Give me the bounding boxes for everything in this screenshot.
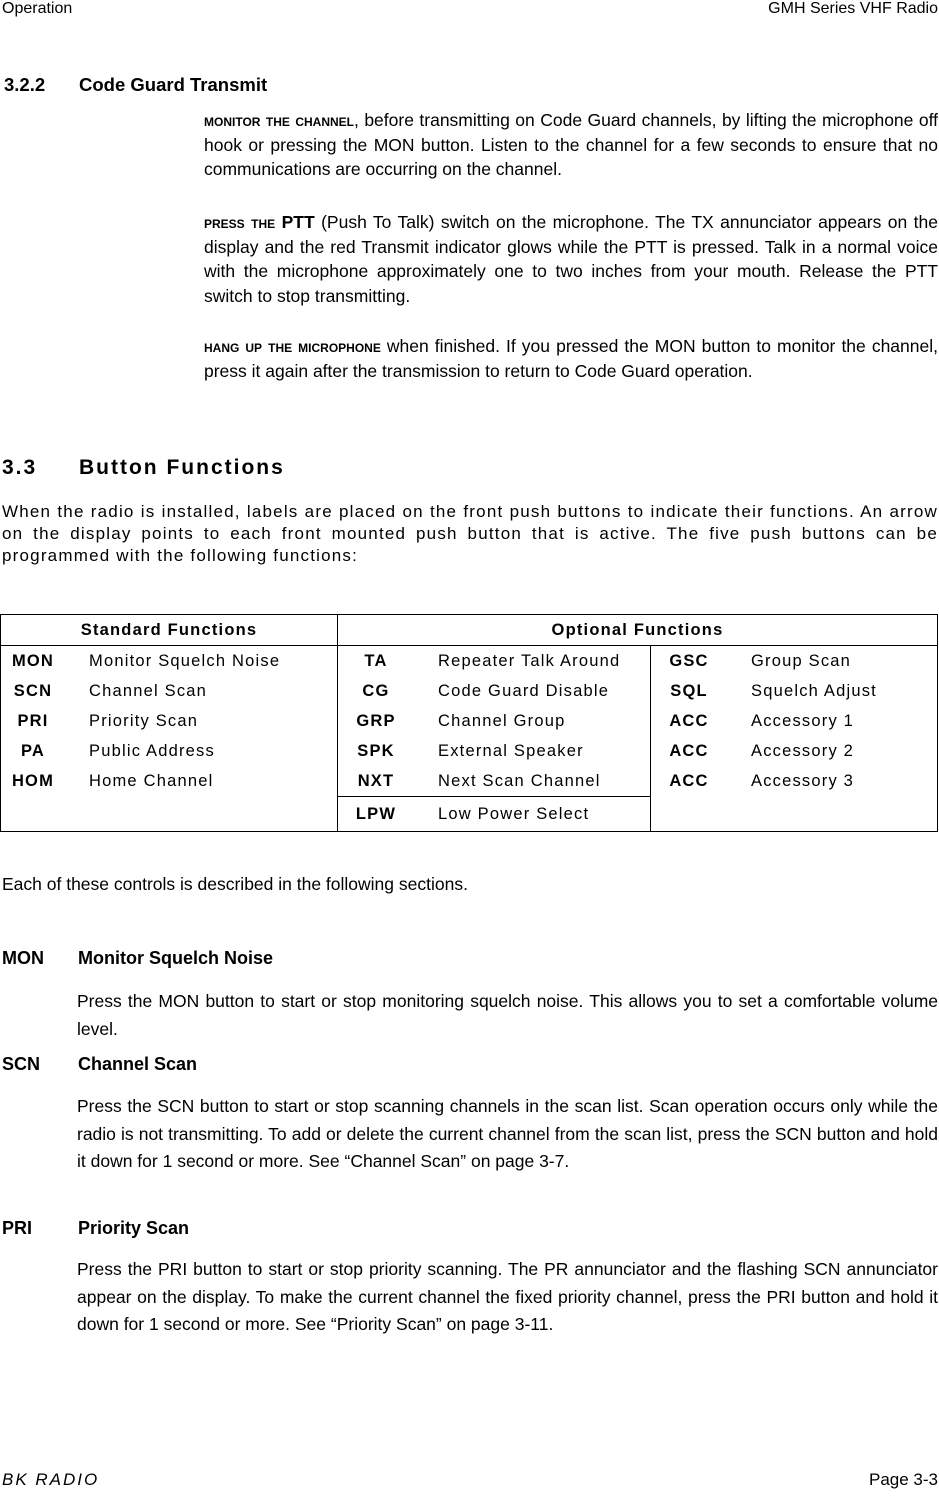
definition-heading-mon (2, 948, 273, 969)
paragraph-monitor (204, 108, 938, 182)
footer-page-number: Page 3-3 (869, 1470, 938, 1489)
lead-text: hang up the microphone (204, 336, 381, 356)
section-title: Code Guard Transmit (79, 74, 268, 95)
desc-cell: Code Guard Disable (438, 681, 610, 700)
header-standard-functions: Standard Functions (1, 615, 338, 646)
paragraph-press-ptt (204, 210, 938, 308)
code-cell: PRI (17, 711, 49, 730)
section-heading-322 (4, 74, 267, 96)
definition-key: SCN (2, 1054, 41, 1074)
desc-cell: Accessory 2 (751, 741, 855, 760)
paragraph-text: , before transmitting on Code Guard channels, by lifting the microphone off hook or pressing the MON button. Listen to the channel for a few seconds to ensure that no communications are occurring on the channel. (204, 110, 938, 179)
desc-cell: Priority Scan (89, 711, 199, 730)
table-row (1, 766, 938, 797)
definition-title: Monitor Squelch Noise (78, 948, 274, 968)
desc-cell: External Speaker (438, 741, 584, 760)
desc-cell: Repeater Talk Around (438, 651, 621, 670)
code-cell: ACC (651, 706, 728, 736)
table-header-row (1, 615, 938, 646)
table-row (1, 797, 938, 832)
definition-title: Priority Scan (78, 1218, 190, 1238)
lead-text: monitor the channel (204, 110, 355, 130)
code-cell: SPK (338, 736, 415, 766)
desc-cell: Home Channel (89, 771, 214, 790)
desc-cell: Channel Group (438, 711, 566, 730)
table-row (1, 676, 938, 706)
desc-cell: Low Power Select (414, 797, 651, 832)
code-cell: MON (11, 651, 55, 670)
code-cell: GRP (338, 706, 415, 736)
definition-key: MON (2, 948, 44, 968)
code-cell (651, 797, 728, 832)
footer-brand: BK RADIO (2, 1470, 100, 1489)
code-cell (1, 797, 66, 832)
paragraph-text: (Push To Talk) switch on the microphone. The TX annunciator appears on the display and the red Transmit indicator glows while the PTT is pressed. Talk in a normal voice with the microphone approximately one to two inches from your mouth. Release the PTT switch to stop transmitting. (204, 212, 938, 306)
code-cell: NXT (338, 766, 415, 797)
desc-cell: Channel Scan (89, 681, 208, 700)
code-cell: SQL (651, 676, 728, 706)
definition-title: Channel Scan (78, 1054, 198, 1074)
desc-cell: Accessory 1 (751, 711, 855, 730)
definition-heading-pri (2, 1218, 189, 1239)
definition-key: PRI (2, 1218, 33, 1238)
lead-text: press the (204, 212, 276, 232)
desc-cell (727, 797, 938, 832)
code-cell: LPW (338, 797, 415, 832)
table-row (1, 646, 938, 677)
desc-cell: Monitor Squelch Noise (89, 651, 281, 670)
desc-cell: Next Scan Channel (438, 771, 601, 790)
paragraph-hang-up (204, 334, 938, 383)
section-number: 3.3 (2, 456, 38, 479)
desc-cell: Accessory 3 (751, 771, 855, 790)
code-cell: ACC (651, 736, 728, 766)
definition-body-scn: Press the SCN button to start or stop scanning channels in the scan list. Scan operation occurs only while the radio is not transmitting. To add or delete the current channel from the scan list, press the SCN button and hold it down for 1 second or more. See “Channel Scan” on page 3-7. (77, 1096, 938, 1171)
table-row (1, 736, 938, 766)
desc-cell (65, 797, 338, 832)
desc-cell: Squelch Adjust (751, 681, 877, 700)
code-cell: TA (338, 646, 415, 677)
table-row (1, 706, 938, 736)
desc-cell: Group Scan (751, 651, 852, 670)
paragraph-text: when finished. If you pressed the MON button to monitor the channel, press it again after the transmission to return to Code Guard operation. (204, 336, 938, 381)
header-left: Operation (2, 0, 73, 17)
section-heading-33 (2, 456, 285, 480)
header-right: GMH Series VHF Radio (768, 0, 938, 17)
functions-table (0, 614, 938, 832)
definition-body-mon: Press the MON button to start or stop monitoring squelch noise. This allows you to set a comfortable volume level. (77, 991, 938, 1039)
definition-heading-scn (2, 1054, 197, 1075)
section-title: Button Functions (79, 456, 285, 479)
definition-body-pri: Press the PRI button to start or stop priority scanning. The PR annunciator and the flashing SCN annunciator appear on the display. To make the current channel the fixed priority channel, press the PRI button and hold it down for 1 second or more. See “Priority Scan” on page 3-11. (77, 1259, 938, 1334)
desc-cell: Public Address (89, 741, 215, 760)
lead-text-ptt: PTT (281, 212, 315, 232)
code-cell: HOM (11, 771, 55, 790)
intro-paragraph: When the radio is installed, labels are placed on the front push buttons to indicate their functions. An arrow on the display points to each front mounted push button that is active. The five push buttons can be programmed with the following functions: (2, 502, 938, 565)
code-cell: ACC (651, 766, 728, 797)
code-cell: GSC (651, 646, 728, 677)
code-cell: PA (20, 741, 46, 760)
code-cell: CG (338, 676, 415, 706)
section-number: 3.2.2 (4, 74, 46, 95)
controls-described-text: Each of these controls is described in the following sections. (2, 874, 468, 894)
header-optional-functions: Optional Functions (338, 615, 938, 646)
code-cell: SCN (13, 681, 53, 700)
